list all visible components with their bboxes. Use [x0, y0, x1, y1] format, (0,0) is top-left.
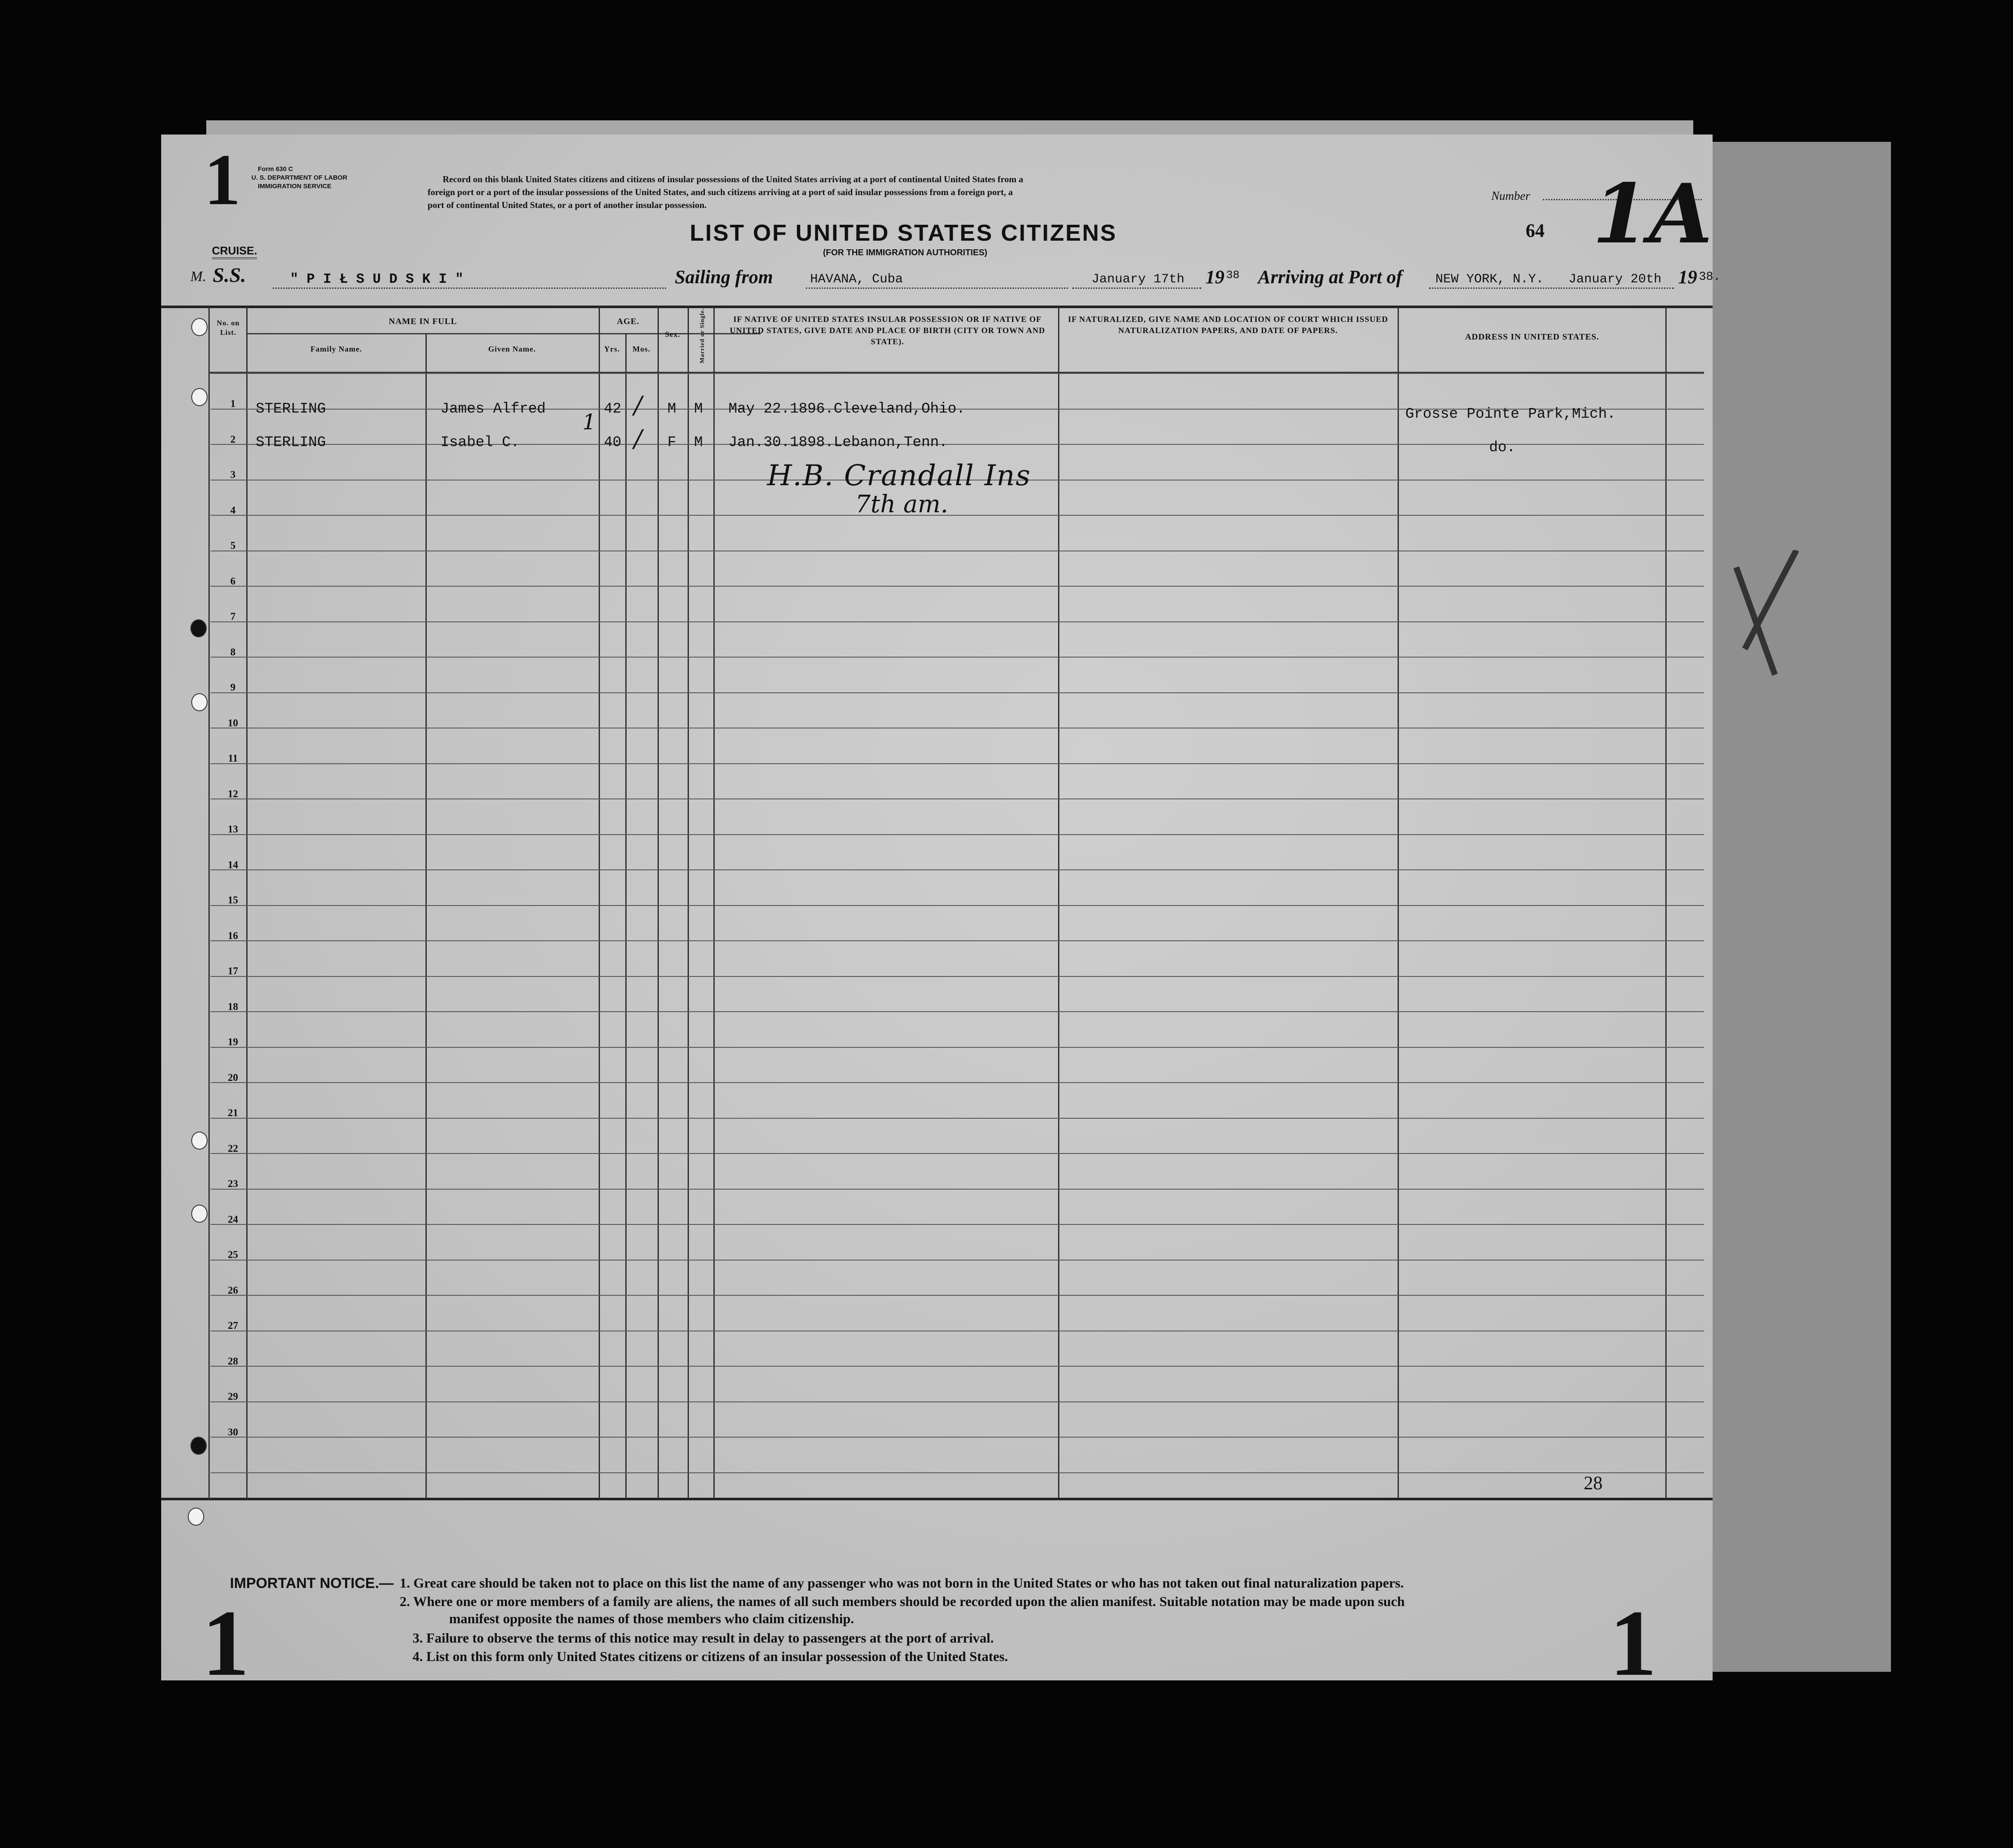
header-address: ADDRESS IN UNITED STATES.	[1465, 332, 1600, 342]
header-no-on-list: No. on List.	[217, 319, 240, 337]
vessel-underline	[273, 288, 666, 289]
col-divider-family	[425, 333, 427, 1499]
row-number: 2	[230, 434, 236, 445]
row-number: 9	[230, 682, 236, 693]
header-given-name: Given Name.	[488, 345, 536, 353]
notice-item-2-cont: manifest opposite the names of those members who claim citizenship.	[449, 1611, 854, 1626]
row-number: 23	[228, 1178, 238, 1190]
departure-year-prefix: 19	[1205, 266, 1224, 288]
row-rule	[211, 621, 1704, 622]
row-2-age-months: /	[634, 425, 642, 453]
row-number: 30	[228, 1427, 238, 1438]
row-rule	[211, 586, 1704, 587]
header-married-or-single: Married or Single.	[699, 308, 706, 364]
row-rule	[211, 1260, 1704, 1261]
punch-hole	[190, 1437, 207, 1455]
header-age: AGE.	[617, 317, 639, 326]
row-number: 15	[228, 895, 238, 906]
row-1-address: Grosse Pointe Park,Mich.	[1405, 406, 1616, 422]
row-1-age-years: 42	[604, 401, 621, 417]
row-rule	[211, 869, 1704, 870]
row-rule	[211, 1224, 1704, 1225]
manifest-sheet	[161, 135, 1721, 1695]
page-title: LIST OF UNITED STATES CITIZENS	[690, 220, 1117, 246]
row-rule	[211, 763, 1704, 764]
arrival-date: January 20th	[1569, 272, 1662, 287]
header-naturalized-info: IF NATURALIZED, GIVE NAME AND LOCATION OF COURT WHICH ISSUED NATURALIZATION PAPERS, AND DATE OF PAPERS.	[1068, 315, 1388, 335]
departure-date: January 17th	[1092, 272, 1185, 287]
punch-hole	[191, 1205, 208, 1223]
row-number: 7	[230, 611, 236, 622]
sailing-underline	[806, 288, 1068, 289]
inspector-signature: H.B. Crandall Ins	[767, 459, 1031, 492]
handwritten-tally: 1	[582, 410, 596, 434]
department-name: U. S. DEPARTMENT OF LABOR	[251, 174, 348, 181]
page-stamp-number: 28	[1584, 1472, 1603, 1493]
row-number: 11	[228, 753, 238, 764]
corner-number-bottom-right: 1	[1609, 1591, 1657, 1695]
voyage-prefix: M.	[190, 269, 206, 285]
punch-hole	[191, 388, 208, 406]
row-number: 1	[230, 398, 236, 410]
row-number: 16	[228, 930, 238, 942]
row-rule	[211, 1118, 1704, 1119]
row-rule	[211, 1437, 1704, 1438]
header-native-info: IF NATIVE OF UNITED STATES INSULAR POSSESSION OR IF NATIVE OF UNITED STATES, GIVE DATE AND PLACE OF BIRTH (CITY OR TOWN AND STATE).	[730, 315, 1045, 346]
col-divider-given	[599, 306, 600, 1499]
col-divider-mos	[658, 306, 659, 1499]
row-2-birth-info: Jan.30.1898.Lebanon,Tenn.	[728, 434, 948, 451]
punch-hole	[190, 619, 207, 637]
row-2-sex: F	[667, 434, 676, 451]
inspector-note: 7th am.	[855, 490, 948, 518]
header-family-name: Family Name.	[310, 345, 362, 353]
row-number: 12	[228, 789, 238, 800]
row-number: 27	[228, 1320, 238, 1331]
row-number: 19	[228, 1037, 238, 1048]
sailing-from-port: HAVANA, Cuba	[810, 272, 903, 287]
number-label: Number	[1491, 190, 1530, 203]
row-1-marital-status: M	[694, 401, 703, 417]
col-divider-native	[1058, 306, 1059, 1499]
instruction-line-1: Record on this blank United States citizens and citizens of insular possessions of the United States arriving at a port of continental United States from a	[443, 174, 1023, 184]
row-rule	[211, 976, 1704, 977]
row-number: 5	[230, 540, 236, 551]
arrival-port: NEW YORK, N.Y.	[1435, 272, 1544, 287]
punch-hole	[191, 1132, 208, 1150]
row-rule	[211, 940, 1704, 941]
departure-year-suffix: 38	[1226, 269, 1240, 281]
row-number: 29	[228, 1391, 238, 1402]
sailing-from-label: Sailing from	[675, 266, 773, 288]
notice-heading: IMPORTANT NOTICE.—	[230, 1575, 394, 1591]
row-rule	[211, 834, 1704, 835]
corner-number-top: 1	[204, 139, 241, 220]
row-rule	[211, 1153, 1704, 1154]
departure-underline	[1072, 288, 1201, 289]
corner-number-bottom-left: 1	[202, 1591, 249, 1695]
row-2-family-name: STERLING	[256, 434, 326, 451]
row-rule	[211, 1082, 1704, 1083]
arriving-label: Arriving at Port of	[1258, 266, 1403, 288]
row-number: 25	[228, 1249, 238, 1261]
row-rule	[211, 1401, 1704, 1402]
row-2-age-years: 40	[604, 434, 621, 451]
row-rule	[211, 373, 1704, 374]
back-sheet-mark	[1728, 550, 1805, 679]
row-rule	[211, 1189, 1704, 1190]
row-2-marital-status: M	[694, 434, 703, 451]
col-divider-left	[208, 306, 210, 1499]
row-1-sex: M	[667, 401, 676, 417]
instruction-line-2: foreign port or a port of the insular possessions of the United States, and such citizens arriving at a port of said insular possessions from a foreign port, a	[428, 187, 1013, 197]
table-bottom-rule	[161, 1498, 1713, 1500]
notice-item-3: 3. Failure to observe the terms of this notice may result in delay to passengers at the port of arrival.	[413, 1630, 994, 1646]
col-divider-address	[1665, 306, 1667, 1499]
notice-item-4: 4. List on this form only United States citizens or citizens of an insular possession of the United States.	[413, 1649, 1008, 1664]
row-number: 21	[228, 1108, 238, 1119]
table-top-rule	[161, 306, 1713, 308]
row-1-given-name: James Alfred	[441, 401, 546, 417]
header-mos: Mos.	[632, 345, 651, 353]
punch-hole	[188, 1508, 204, 1526]
col-divider-naturalized	[1398, 306, 1399, 1499]
handwritten-page-number: 1A	[1592, 166, 1713, 262]
row-number: 10	[228, 718, 238, 729]
cruise-label: CRUISE.	[212, 244, 257, 259]
service-name: IMMIGRATION SERVICE	[258, 183, 332, 190]
punch-hole	[191, 693, 208, 711]
row-1-family-name: STERLING	[256, 401, 326, 417]
row-rule	[211, 1366, 1704, 1367]
row-rule	[211, 905, 1704, 906]
row-number: 6	[230, 576, 236, 587]
vessel-name: " P I Ł S U D S K I "	[290, 271, 464, 287]
row-number: 20	[228, 1072, 238, 1083]
row-number: 14	[228, 860, 238, 871]
instruction-line-3: port of continental United States, or a port of another insular possession.	[428, 200, 707, 210]
row-rule	[211, 444, 1704, 445]
row-number: 24	[228, 1214, 238, 1225]
punch-hole	[191, 318, 208, 336]
row-number: 4	[230, 505, 236, 516]
row-number: 8	[230, 647, 236, 658]
row-number: 17	[228, 966, 238, 977]
row-number: 18	[228, 1001, 238, 1013]
row-rule	[211, 1295, 1704, 1296]
row-2-given-name: Isabel C.	[441, 434, 520, 451]
col-divider-sex	[688, 306, 689, 1499]
row-1-age-months: /	[634, 392, 642, 419]
row-rule	[211, 1472, 1704, 1473]
col-divider-yrs	[625, 333, 627, 1499]
vessel-label: S.S.	[213, 264, 246, 287]
header-yrs: Yrs.	[604, 345, 620, 353]
list-number: 64	[1526, 220, 1545, 241]
notice-item-2: 2. Where one or more members of a family are aliens, the names of all such members should be recorded upon the alien manifest. Suitable notation may be made upon such	[400, 1594, 1405, 1609]
row-rule	[211, 657, 1704, 658]
header-sex: Sex.	[665, 330, 680, 339]
row-number: 28	[228, 1356, 238, 1367]
arrival-year-prefix: 19	[1678, 266, 1697, 288]
col-divider-marital	[713, 306, 715, 1499]
arrival-year-suffix: 38.	[1699, 270, 1721, 284]
form-number: Form 630 C	[258, 165, 293, 173]
row-number: 26	[228, 1285, 238, 1296]
row-rule	[211, 692, 1704, 693]
row-rule	[211, 1047, 1704, 1048]
arrival-underline	[1429, 288, 1674, 289]
row-number: 13	[228, 824, 238, 835]
header-name-in-full: NAME IN FULL	[389, 317, 457, 326]
row-rule	[211, 1011, 1704, 1012]
row-1-birth-info: May 22.1896.Cleveland,Ohio.	[728, 401, 965, 417]
row-number: 22	[228, 1143, 238, 1154]
row-2-address: do.	[1489, 440, 1516, 456]
row-number: 3	[230, 469, 236, 480]
row-rule	[211, 515, 1704, 516]
notice-item-1: 1. Great care should be taken not to place on this list the name of any passenger who was not born in the United States or who has not taken out final naturalization papers.	[400, 1575, 1404, 1591]
page-subtitle: (FOR THE IMMIGRATION AUTHORITIES)	[823, 248, 988, 257]
back-sheet	[1702, 142, 1891, 1672]
